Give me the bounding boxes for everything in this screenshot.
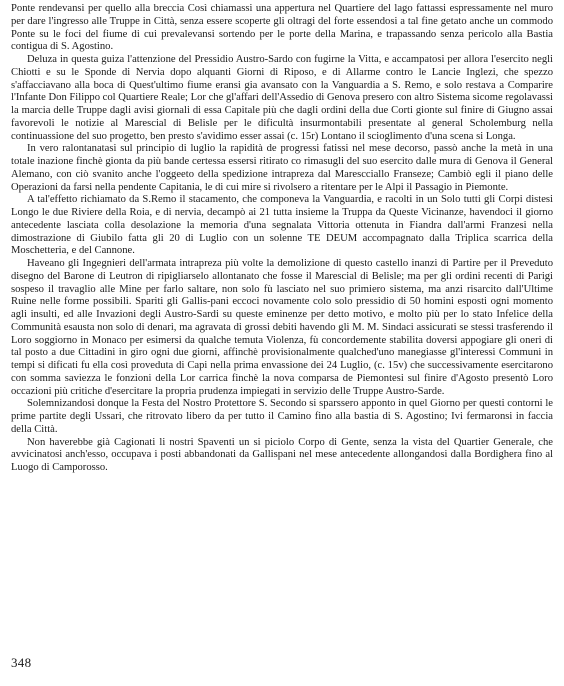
body-text bbox=[11, 3, 553, 475]
paragraph: In vero ralontanatasi sul principio di luglio la rapidità de progressi fatissi nel mese decorso, passò anche la metà in una totale inazione finchè gionta da più bande certessa essersi ritirato co rimasugli del suo esercito dalle mura di Genova il General Alemano, con ciò svanito anche l'oggeeto della spedizione intrapreza dal Marescciallo Franseze; Cambiò egli il piano delle Operazioni da farsi nella pendente Capitania, le di cui mire si rivolsero a ritentare per le Alpi il Passagio in Piemonte. bbox=[11, 143, 553, 193]
paragraph: Deluza in questa guiza l'attenzione del Pressidio Austro-Sardo con fugirne la Vitta, e accampatosi per allora l'esercito negli Chiotti e su le Sponde di Nervia dopo alquanti Giorni di Riposo, e di Allarme contro le Lancie Inglezi, che spezzo s'affacciavano alla boca di Quest'ultimo fiume eransi gia avansato con la Vanguardia a S. Remo, e solo restava a Comparire l'Infante Don Filippo col Quartiere Reale; Lor che gl'affari dell'Assedio di Genova presero con altro Sistema sicome regolavassi la marcia delle Truppe dagli avisi giornali di essa Capitale più che dagli ordini della due Corti gionte sul finire di Giugno assai favorevoli le notizie al Marescial di Belisle per le dificultà insurmontabili presentate al general Scholemburg nella continuassione del suo progetto, ben presto s'avidimo esser assai (c. 15r) Lontano il scioglimento d'una scena si Longa. bbox=[11, 54, 553, 142]
paragraph: Solemnizandosi donque la Festa del Nostro Protettore S. Secondo si sparssero apponto in quel Giorno per questi contorni le prime partite degli Ussari, che ritrovato libero da per tutto il Camino fino alla bastia di S. Agostino; Ivi fermaronsi in faccia della Città. bbox=[11, 398, 553, 435]
paragraph: Non haverebbe già Cagionati li nostri Spaventi un si piciolo Corpo di Gente, senza la vista del Quartier Generale, che avvicinatosi anch'esso, occupava i posti abbandonati da Gallispani nel mese antecedente allongandosi dalla Bordighera fino al Luogo di Camporosso. bbox=[11, 436, 553, 473]
paragraph: A tal'effetto richiamato da S.Remo il stacamento, che componeva la Vanguardia, e racolti in un Solo tutti gli Corpi distesi Longo le due Riviere della Roia, e di nervia, decampò ai 21 tutta insieme la Truppa da Queste Vicinanze, havendoci il giorno antecedente lasciata colla desolazione la memoria d'una segnalata Vittoria ottenuta in Fiandra dall'armi Franzesi nella dimostrazione di Giubilo fatta gli 20 di Luglio con un solenne TE DEUM accompagnato dalla Triplica scarrica della Moschetteria, e del Cannone. bbox=[11, 194, 553, 257]
paragraph: Ponte rendevansi per quello alla breccia Così chiamassi una appertura nel Quartiere del lago fattassi espressamente nel muro per dare l'ingresso alle Truppe in Città, senza essere scoperte gli oltragi del forte essendosi a tal fine getato anche un commodo Ponte su le foci del fiume di cui prevalevansi sortendo per le porte della Marina, e trapassando senza pericolo alla Bastia contigua di S. Agostino. bbox=[11, 3, 553, 53]
page-number: 348 bbox=[11, 655, 32, 670]
paragraph: Haveano gli Ingegnieri dell'armata intrapreza più volte la demolizione di questo castello inanzi di Partire per il Preveduto disegno del Barone di Leutron di ripigliarselo allontanato che fosse il Marescial di Belisle; ma per gli ordini recenti di Parigi sospeso il travaglio alle Mine per farlo saltare, non solo fù lasciato nel suo primiero sistema, ma anzi risarcito dall'Ultime Ruine nelle forme possibili. Spariti gli Gallis-pani eccoci novamente colo solo pressidio di 50 homini esposti ogni momento agli insulti, ed alle Invazioni degli Austro-Sardi su queste eminenze per detto motivo, e molto più per lo stato Infelice della Communità esausta non solo di denari, ma agravata di grossi debiti havendo gli M. M. Sindaci assicurati se stessi trasferendo il Loro soggiorno in Monaco per esimersi da qualche temuta Violenza, fù concordemente stabilita doversi appogiare gli oneri di tal posto a due Cittadini in giro ogni due giorni, affinchè provisionalmente qualched'uno manegiasse gl'interessi Communi in tempi si dificati fu ella così proveduta di Capi nella prima envassione dei 24 Luglio, (c. 15v) che successivamente esercitarono con somma saviezza le fonzioni della Lor carrica finchè la nova comparsa de Piemontesi sul finire d'Agosto presentò Loro occazioni più critiche d'esercitare la propria prudenza impiegati in servizio delle Truppe Austro-Sarde. bbox=[11, 258, 553, 397]
